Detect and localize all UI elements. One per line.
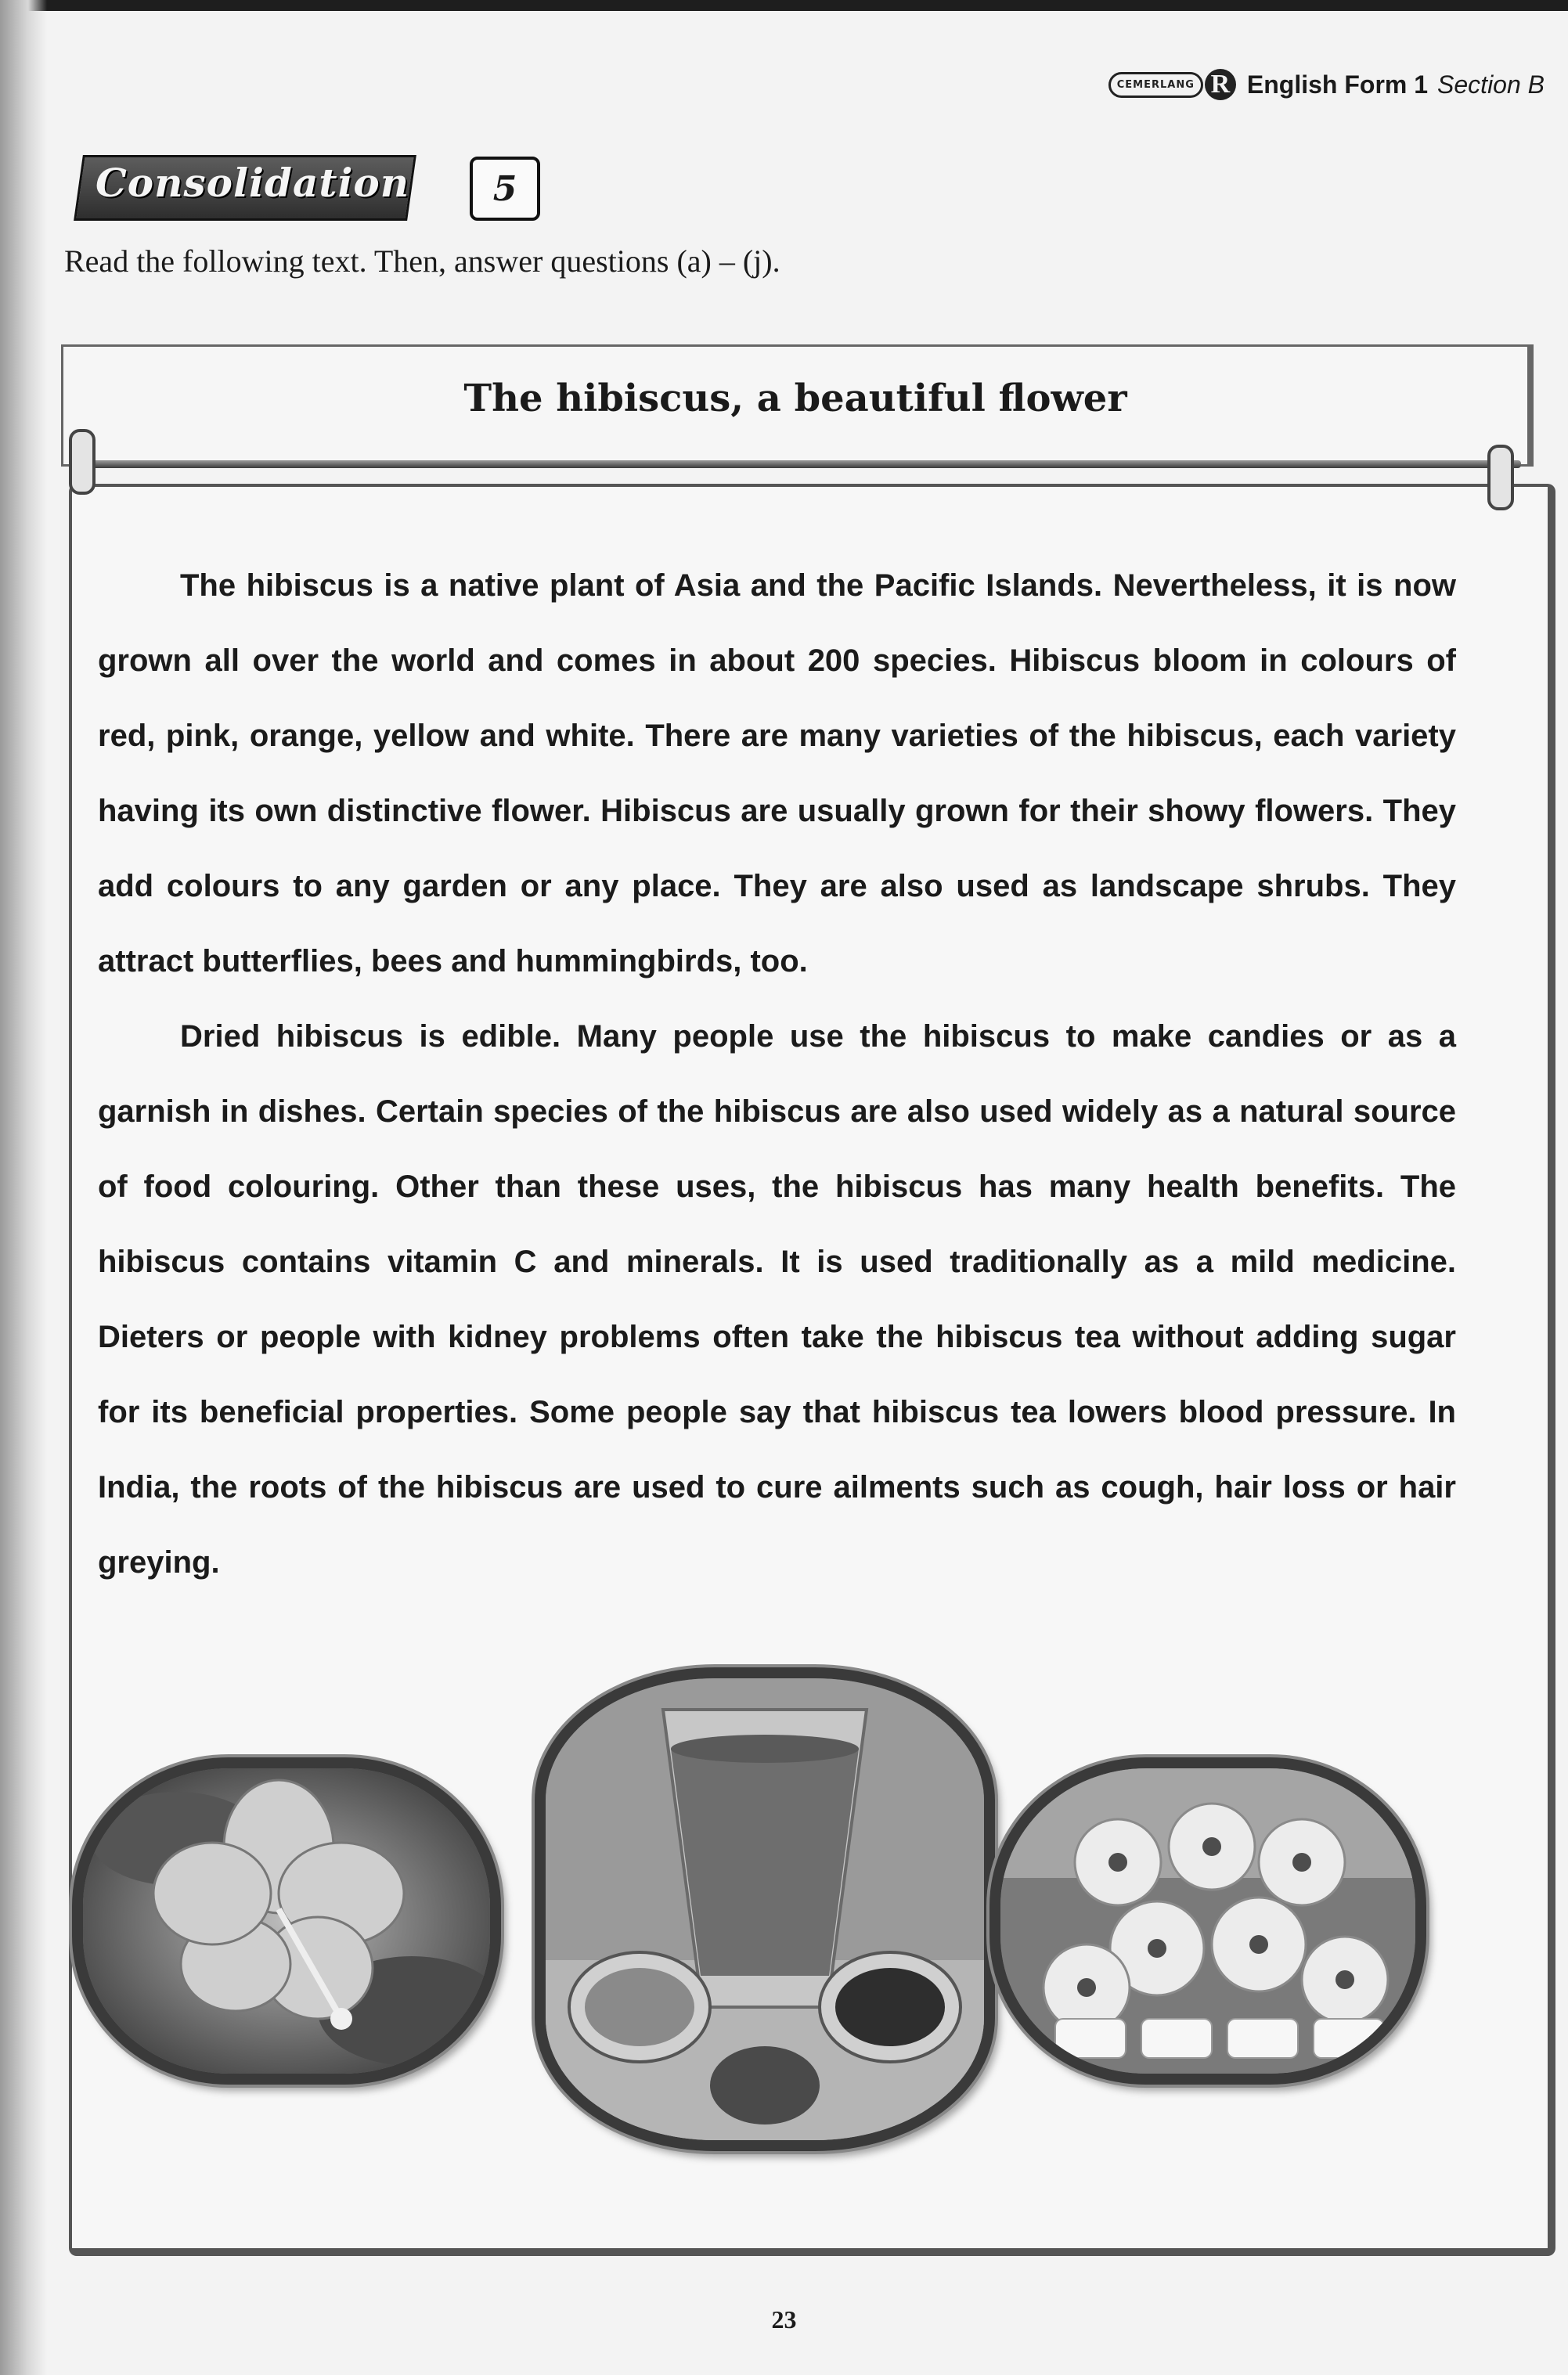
article-title: The hibiscus, a beautiful flower [463,377,1127,420]
binder-ring-icon [1487,445,1514,510]
hibiscus-desserts-photo [989,1757,1426,2085]
consolidation-badge [78,149,517,219]
instruction-text: Read the following text. Then, answer questions (a) – (j). [64,243,780,279]
article-paragraph-2: Dried hibiscus is edible. Many people use the hibiscus to make candies or as a garnish in dishes. Certain species of the hibiscus are also used widely as a natural source of food colouring. Other than these uses, the hibiscus has many health benefits. The hibiscus contains vitamin C and minerals. It is used traditionally as a mild medicine. Dieters or people with kidney problems often take the hibiscus tea without adding sugar for its beneficial properties. Some people say that hibiscus tea lowers blood pressure. In India, the roots of the hibiscus are used to cure ailments such as cough, hair loss or hair greying. [98,1019,1456,1580]
publisher-logo-text: CEMERLANG [1108,72,1203,98]
binder-ring-icon [69,429,96,495]
page-top-edge [0,0,1568,11]
publisher-logo [1108,69,1238,100]
hibiscus-flower-photo [72,1757,501,2085]
page-binding-shadow [0,0,47,2375]
badge-number: 5 [470,157,540,221]
hibiscus-tea-photo [535,1667,995,2151]
book-section: Section B [1437,70,1545,99]
running-header [1108,69,1545,100]
article-title-bar [61,344,1534,467]
title-rail [69,460,1521,468]
badge-label: Consolidation [96,160,410,206]
publisher-logo-mark: R [1205,69,1236,100]
page-number: 23 [771,2305,797,2334]
article-paragraph-1: The hibiscus is a native plant of Asia and the Pacific Islands. Nevertheless, it is now grown all over the world and comes in about 200 species. Hibiscus bloom in colours of red, pink, orange, yellow and white. There are many varieties of the hibiscus, each variety having its own distinctive flower. Hibiscus are usually grown for their showy flowers. They add colours to any garden or any place. They are also used as landscape shrubs. They attract butterflies, bees and hummingbirds, too. [98,568,1456,978]
book-subject: English Form 1 [1246,70,1429,99]
article-body [98,548,1456,1600]
